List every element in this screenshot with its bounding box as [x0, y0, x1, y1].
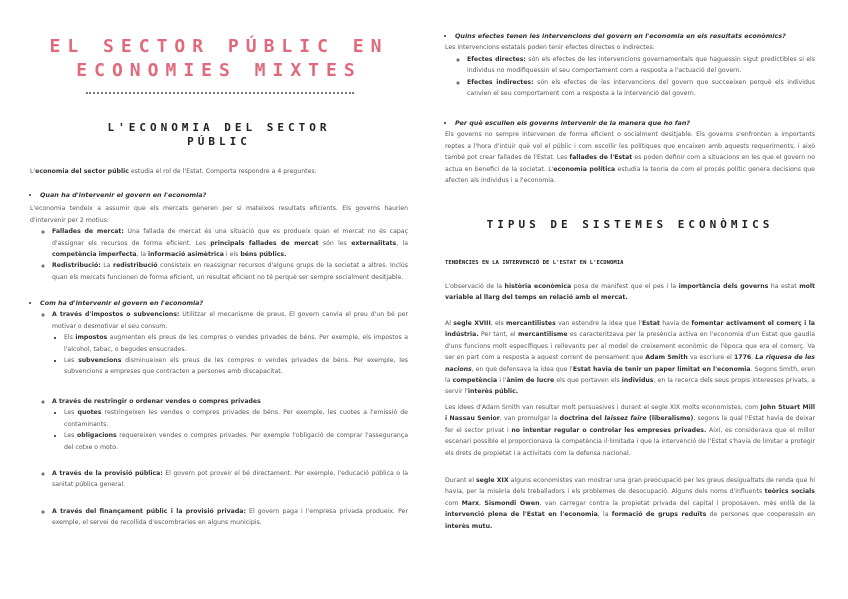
- sub-item-subvencions: ▪ Les subvencions disminueixen els preus de les compres o vendes privades de béns. Per exemple, les subvencions a empreses que contracten a persones amb discapacitat.: [64, 355, 408, 378]
- question-1-block: [30, 190, 408, 283]
- list-item-restringir: ◦ A través de restringir o ordenar vendes o compres privades ▪ Les quotes restringeixen les vendes o compres privades de béns. Per exemple, les cuotes a l'emissió de contaminants. ▪ Les obligacions requereixen vendes o compres privades. Per exemple l'obligació de comprar l'assegurança del cotxe o moto.: [52, 396, 408, 453]
- restringir-block: [30, 396, 408, 453]
- question-1-text: L'economia tendeix a assumir que els mercats generen per si mateixos resultats eficients. Els governs haurien d'intervenir per 2 motius:: [30, 205, 408, 224]
- question-4-text: Els governs no sempre intervenen de forma eficient o socialment desitjable. Els governs s'enfronten a importants reptes a l'hora d'intuir què vol el públic i com escollir les polítiques que encaixen amb aquests requeriments, i això també pot crear fallades de l'Estat. Les fallades de l'Estat es poden definir com a situacions en les que el govern no actua en benefici de la societat. L'economia política estudia la teoria de com el procés polític genera decisions que afecten als individus i a l'economia.: [445, 131, 815, 185]
- section-heading-line-2: PÚBLIC: [187, 135, 251, 148]
- paragraph-history: L'observació de la història econòmica posa de manifest que el pes i la importància dels governs ha estat molt variable al llarg del temps en relació amb el mercat.: [445, 283, 815, 302]
- question-3-text: Les intervencions estatals poden tenir efectes directes o indirectes:: [445, 44, 655, 52]
- sub-item-impostos: ▪ Els impostos augmenten els preus de les compres o vendes privades de béns. Per exemple, els impostos a l'alcohol, tabac, o begudes ensucrades.: [64, 332, 408, 355]
- subheading-tendencies: TENDÈNCIES EN LA INTERVENCIÓ DE L'ESTAT EN L'ECONOMIA: [445, 260, 624, 266]
- question-4: • Per què escullen els governs intervenir de la manera que ho fan?: [455, 118, 815, 129]
- question-2-block: [30, 298, 408, 378]
- list-item-impostos: ◦ A través d'impostos o subvencions: Utilitzar el mecanisme de preus. El govern canvia el preu d'un bé per motivar o desmotivar el seu consum. ▪ Els impostos augmenten els preus de les compres o vendes privades de béns. Per exemple, els impostos a l'alcohol, tabac, o begudes ensucrades. ▪ Les subvencions disminueixen els preus de les compres o vendes privades de béns. Per exemple, les subvencions a empreses que contracten a persones amb discapacitat.: [52, 309, 408, 377]
- title-divider: [86, 92, 354, 94]
- question-1: • Quan ha d'intervenir el govern en l'economia?: [40, 190, 408, 201]
- provisio-block: [30, 468, 408, 491]
- section-heading-line-1: L'ECONOMIA DEL SECTOR: [107, 121, 331, 134]
- paragraph-laissez-faire: Les idees d'Adam Smith van resultar molt persuasives i durant el segle XIX molts economistes, com John Stuart Mill i Nassau Senior, van promulgar la doctrina del laissez faire (liberalisme), segons la qual l'Estat havia de deixar fer el sector privat i no intentar regular o controlar les empreses privades. Així, es considerava que el millor escenari possible el proporcionava la competència il·limitada i que la intervenció de l'Estat s'havia de limitar a protegir els drets de propietat i a activitats com la defensa nacional.: [445, 404, 816, 457]
- section-heading-sistemes: TIPUS DE SISTEMES ECONÒMICS: [486, 218, 774, 231]
- sub-item-obligacions: ▪ Les obligacions requereixen vendes o compres privades. Per exemple l'obligació de comprar l'assegurança del cotxe o moto.: [64, 430, 408, 453]
- main-title-line-2: ECONOMIES MIXTES: [76, 60, 362, 81]
- paragraph-mercantilism: Al segle XVIII, els mercantilistes van estendre la idea que l'Estat havia de fomentar activament el comerç i la indústria. Per tant, el mercantilisme es caracteritzava per la presència activa en l'economia d'un Estat que gaudia d'uns funcions molt específiques i rellevants per al model de creixement econòmic de l'època que era el comerç. Va ser en part com a resposta a aquest corrent de pensament que Adam Smith va escriure el 1776. La riquesa de les nacions, en què defensava la idea que l'Estat havia de tenir un paper limitat en l'economia. Segons Smith, eren la competència i l'ànim de lucre els que portaven els individus, en la recerca dels seus propis interessos privats, a servir l'interès públic.: [445, 320, 816, 396]
- list-item-fallades: ◦ Fallades de mercat: Una fallada de mercat és una situació que es produeix quan el mercat no és capaç d'assignar els recursos de forma eficient. Les principals fallades de mercat són les externalitats, la competència imperfecta, la informació asimètrica i els béns públics.: [52, 226, 408, 260]
- sub-item-quotes: ▪ Les quotes restringeixen les vendes o compres privades de béns. Per exemple, les cuotes a l'emissió de contaminants.: [64, 407, 408, 430]
- list-item-financament: ◦ A través del finançament públic i la provisió privada: El govern paga i l'empresa privada produeix. Per exemple, el servei de recollida d'escombraries en alguns municipis.: [52, 506, 408, 529]
- paragraph-social-theorists: Durant el segle XIX alguns economistes van mostrar una gran preocupació per les greus desigualtats de renda que hi havia, per la misèria dels treballadors i els problemes de desocupació. Alguns dels noms d'influents teòrics socials com Marx, Sismondi Owen, van carregar contra la propietat privada del capital i proposaven, més enllà de la intervenció plena de l'Estat en l'economia, la formació de grups reduïts de persones que cooperessin en interès mutu.: [445, 477, 816, 530]
- list-item-redistribucio: ◦ Redistribució: La redistribució consisteix en reassignar recursos d'alguns grups de la societat a altres. Inclús quan els mercats funcionen de forma eficient, un resultat eficient no té perquè ser sempre socialment desitjable.: [52, 260, 408, 283]
- list-item-provisio: ◦ A través de la provisió pública: El govern pot proveir el bé directament. Per exemple, l'educació pública o la sanitat pública general.: [52, 468, 408, 491]
- financament-block: [30, 506, 408, 529]
- question-2: • Com ha d'intervenir el govern en l'economia?: [40, 298, 408, 309]
- section-heading-sector-public: [30, 121, 408, 149]
- intro-paragraph: L'economia del sector públic estudia el rol de l'Estat. Comporta respondre a 4 preguntes:: [30, 168, 317, 175]
- question-4-block: [445, 118, 815, 186]
- question-3: • Quins efectes tenen les intervencions del govern en l'economia en els resultats econòmics?: [455, 31, 815, 42]
- list-item-efectes-indirectes: ◦ Efectes indirectes: són els efectes de les intervencions del govern que succeeixen perquè els individus canvien el seu comportament com a resposta a la intervenció del govern.: [467, 77, 815, 100]
- list-item-efectes-directes: ◦ Efectes directes: són els efectes de les intervencions governamentals que haguessin sigut predictibles si els individus no modifiquessin el seu comportament com a resposta a l'actuació del govern.: [467, 54, 815, 77]
- question-3-block: [445, 31, 815, 99]
- main-title-line-1: EL SECTOR PÚBLIC EN: [49, 36, 389, 57]
